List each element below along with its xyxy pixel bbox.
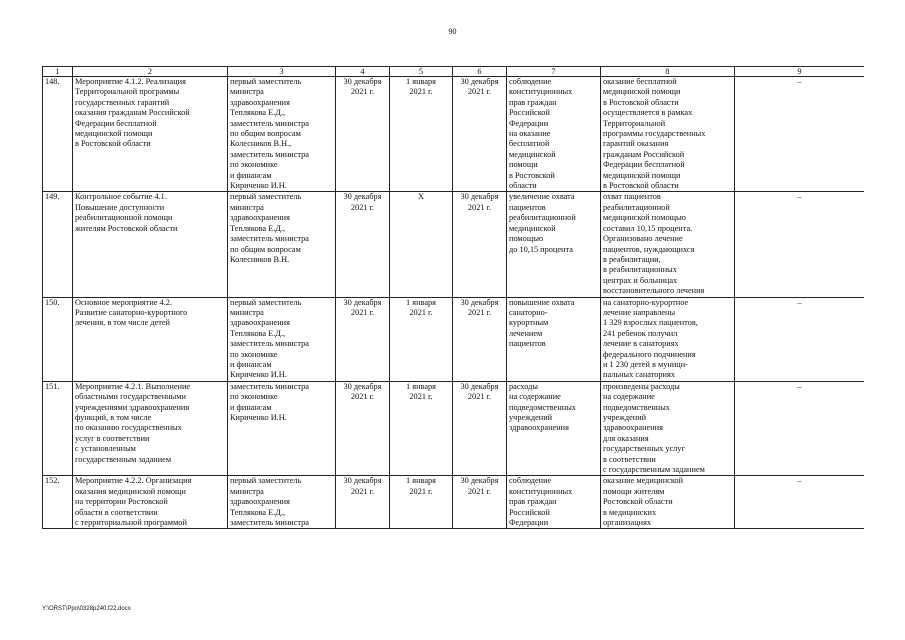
table-row: [43, 77, 865, 192]
actual-result-cell: охват пациентов реабилитационной медицинской помощью составил 10,15 процента. Организовано лечение пациентов, нуждающихся в реабилитации, в реабилитационных центрах и больницах восстановительного лечения: [601, 192, 735, 297]
measure-cell: Мероприятие 4.2.1. Выполнение областными государственными учреждениями здравоохранения функций, в том числе по оказанию государственных услуг в соответствии с установленным государственным заданием: [73, 381, 228, 476]
header-cell: 3: [228, 67, 336, 77]
row-number: 150.: [43, 297, 73, 381]
header-cell: 9: [735, 67, 865, 77]
measure-cell: Основное мероприятие 4.2. Развитие санаторно-курортного лечения, в том числе детей: [73, 297, 228, 381]
expected-result-cell: повышение охвата санаторно- курортным лечением пациентов: [507, 297, 601, 381]
header-cell: 6: [453, 67, 507, 77]
responsible-cell: первый заместитель министра здравоохранения Теплякова Е.Д., заместитель министра по экономике и финансам Кириченко И.Н.: [228, 297, 336, 381]
notes-cell: –: [735, 297, 865, 381]
header-cell: 2: [73, 67, 228, 77]
report-table: [42, 66, 864, 529]
expected-result-cell: увеличение охвата пациентов реабилитационной медицинской помощью до 10,15 процента: [507, 192, 601, 297]
date-cell: 30 декабря 2021 г.: [336, 192, 390, 297]
actual-result-cell: оказание бесплатной медицинской помощи в Ростовской области осуществляется в рамках Территориальной программы государственных гарантий оказания гражданам Российской Федерации бесплатной медицинской помощи в Ростовской области: [601, 77, 735, 192]
date-cell: 30 декабря 2021 г.: [453, 476, 507, 529]
table-row: [43, 192, 865, 297]
header-cell: 5: [390, 67, 453, 77]
row-number: 151.: [43, 381, 73, 476]
header-cell: 1: [43, 67, 73, 77]
date-cell: 1 января 2021 г.: [390, 476, 453, 529]
header-cell: 8: [601, 67, 735, 77]
measure-cell: Мероприятие 4.2.2. Организация оказания медицинской помощи на территории Ростовской области в соответствии с территориальной программой: [73, 476, 228, 529]
date-cell: Х: [390, 192, 453, 297]
page-number: 90: [448, 27, 457, 36]
date-cell: 30 декабря 2021 г.: [453, 381, 507, 476]
expected-result-cell: соблюдение конституционных прав граждан Российской Федерации: [507, 476, 601, 529]
row-number: 148.: [43, 77, 73, 192]
date-cell: 30 декабря 2021 г.: [453, 297, 507, 381]
header-row: [43, 67, 865, 77]
date-cell: 1 января 2021 г.: [390, 297, 453, 381]
row-number: 149.: [43, 192, 73, 297]
table-row: [43, 476, 865, 529]
actual-result-cell: на санаторно-курортное лечение направлены 1 329 взрослых пациентов, 241 ребенок получил лечение в санаториях федерального подчинения и 1 230 детей в муници- пальных санаториях: [601, 297, 735, 381]
date-cell: 30 декабря 2021 г.: [453, 192, 507, 297]
notes-cell: –: [735, 381, 865, 476]
responsible-cell: первый заместитель министра здравоохранения Теплякова Е.Д., заместитель министра по общим вопросам Колесников В.Н.: [228, 192, 336, 297]
date-cell: 30 декабря 2021 г.: [336, 297, 390, 381]
date-cell: 30 декабря 2021 г.: [336, 381, 390, 476]
file-path-footer: Y:\ORST\Ppo\0328p240.f22.docx: [42, 606, 131, 612]
responsible-cell: заместитель министра по экономике и финансам Кириченко И.Н.: [228, 381, 336, 476]
notes-cell: –: [735, 77, 865, 192]
responsible-cell: первый заместитель министра здравоохранения Теплякова Е.Д., заместитель министра по общим вопросам Колесников В.Н., заместитель министра по экономике и финансам Кириченко И.Н.: [228, 77, 336, 192]
date-cell: 30 декабря 2021 г.: [336, 476, 390, 529]
date-cell: 30 декабря 2021 г.: [336, 77, 390, 192]
notes-cell: –: [735, 476, 865, 529]
expected-result-cell: расходы на содержание подведомственных учреждений здравоохранения: [507, 381, 601, 476]
table-row: [43, 381, 865, 476]
date-cell: 30 декабря 2021 г.: [453, 77, 507, 192]
header-cell: 7: [507, 67, 601, 77]
responsible-cell: первый заместитель министра здравоохранения Теплякова Е.Д., заместитель министра: [228, 476, 336, 529]
expected-result-cell: соблюдение конституционных прав граждан Российской Федерации на оказание бесплатной медицинской помощи в Ростовской области: [507, 77, 601, 192]
row-number: 152.: [43, 476, 73, 529]
notes-cell: –: [735, 192, 865, 297]
header-cell: 4: [336, 67, 390, 77]
actual-result-cell: произведены расходы на содержание подведомственных учреждений здравоохранения для оказания государственных услуг в соответствии с государственным заданием: [601, 381, 735, 476]
date-cell: 1 января 2021 г.: [390, 77, 453, 192]
table-container: [42, 66, 864, 606]
table-row: [43, 297, 865, 381]
measure-cell: Мероприятие 4.1.2. Реализация Территориальной программы государственных гарантий оказания гражданам Российской Федерации бесплатной медицинской помощи в Ростовской области: [73, 77, 228, 192]
actual-result-cell: оказание медицинской помощи жителям Ростовской области в медицинских организациях: [601, 476, 735, 529]
date-cell: 1 января 2021 г.: [390, 381, 453, 476]
measure-cell: Контрольное событие 4.1. Повышение доступности реабилитационной помощи жителям Ростовской области: [73, 192, 228, 297]
